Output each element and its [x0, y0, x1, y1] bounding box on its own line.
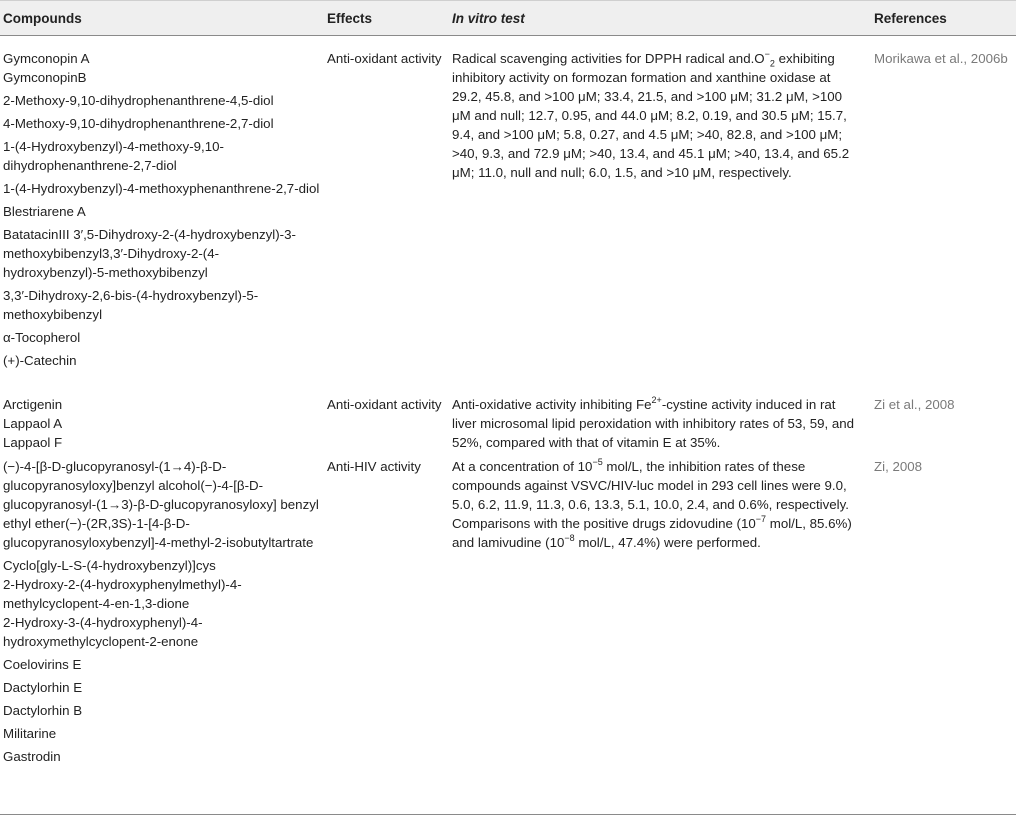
compound-name: GymconopinB — [3, 70, 87, 85]
test-text: mol/L, 47.4%) were performed. — [574, 535, 761, 550]
in-vitro-test-cell — [452, 395, 862, 452]
test-text: Radical scavenging activities for DPPH radical and.O — [452, 51, 765, 66]
test-text: mol/L, 85.6%) and lamivudine (10 — [452, 516, 852, 550]
compounds-cell — [3, 395, 321, 452]
effect-cell: Anti-oxidant activity — [327, 51, 442, 66]
table-bottom-rule — [0, 814, 1016, 815]
compound-name: Cyclo[gly-L-S-(4-hydroxybenzyl)]cys — [3, 558, 216, 573]
compound-name: 2-Hydroxy-3-(4-hydroxyphenyl)-4-hydroxymethylcyclopent-2-enone — [3, 615, 203, 649]
compound-name: Arctigenin — [3, 397, 63, 412]
compound-name: α-Tocopherol — [3, 330, 81, 345]
reference-cell: Morikawa et al., 2006b — [874, 51, 1008, 66]
compounds-cell — [3, 49, 321, 374]
test-text: Anti-oxidative activity inhibiting Fe — [452, 397, 652, 412]
superscript: 2+ — [651, 395, 662, 405]
compound-name: Militarine — [3, 726, 57, 741]
reference-cell: Zi et al., 2008 — [874, 397, 955, 412]
in-vitro-test-cell — [452, 49, 862, 182]
compound-name: Dactylorhin B — [3, 703, 83, 718]
compound-name: (−)-4-[β-D-glucopyranosyl-(1→4)-β-D-glucopyranosyloxy]benzyl alcohol(−)-4-[β-D-glucopyranosyl-(1→3)-β-D-glucopyranosyloxy] benzyl ethyl ether(−)-(2R,3S)-1-[4-β-D-glucopyranosyloxybenzyl]-4-methyl-2-isobutyltartrate — [3, 459, 319, 550]
compound-name: BatatacinIII 3′,5-Dihydroxy-2-(4-hydroxybenzyl)-3-methoxybibenzyl3,3′-Dihydroxy-2-(4-hydroxybenzyl)-5-methoxybibenzyl — [3, 227, 296, 280]
compound-name: Coelovirins E — [3, 657, 82, 672]
subscript: 2 — [769, 58, 775, 69]
header-effects: Effects — [327, 11, 373, 26]
compound-name: Gastrodin — [3, 749, 61, 764]
effect-cell: Anti-oxidant activity — [327, 397, 442, 412]
superscript: −5 — [592, 457, 603, 467]
table-header — [0, 0, 1016, 36]
effect-cell: Anti-HIV activity — [327, 459, 421, 474]
compound-name: 4-Methoxy-9,10-dihydrophenanthrene-2,7-diol — [3, 116, 274, 131]
test-text: mol/L, the inhibition rates of these compounds against VSVC/HIV-luc model in 293 cell lines were 9.0, 5.0, 6.2, 11.9, 11.3, 0.6, 13.3, 5.1, 10.0, 2.4, and 0.6%, respectively. Comparisons with the positive drugs zidovudine (10 — [452, 459, 849, 531]
superscript: −8 — [564, 533, 575, 543]
header-in-vitro-test: In vitro test — [452, 11, 525, 26]
test-text: exhibiting inhibitory activity on formozan formation and xanthine oxidase at 29.2, 45.8, and >100 μM; 33.4, 21.5, and >100 μM; 31.2 μM, >100 μM and null; 12.7, 0.95, and 44.0 μM; 8.2, 0.19, and 30.5 μM; 15.7, 9.4, and >100 μM; 5.8, 0.27, and 4.5 μM; >40, 82.8, and >100 μM; >40, 9.3, and 72.9 μM; >40, 13.4, and 45.1 μM; >40, 13.4, and 65.2 μM; 11.0, null and null; 6.0, 1.5, and >10 μM, respectively. — [452, 51, 850, 180]
test-text: At a concentration of 10 — [452, 459, 593, 474]
superscript: −7 — [755, 514, 767, 524]
compound-name: 2-Methoxy-9,10-dihydrophenanthrene-4,5-diol — [3, 93, 274, 108]
compound-name: Dactylorhin E — [3, 680, 83, 695]
test-text: -cystine activity induced in rat liver microsomal lipid peroxidation with inhibitory rates of 53, 59, and 52%, compared with that of vitamin E at 35%. — [452, 397, 855, 450]
compound-name: 1-(4-Hydroxybenzyl)-4-methoxyphenanthrene-2,7-diol — [3, 181, 320, 196]
compound-name: Lappaol A — [3, 416, 63, 431]
compound-name: 1-(4-Hydroxybenzyl)-4-methoxy-9,10-dihydrophenanthrene-2,7-diol — [3, 139, 224, 173]
compound-name: 3,3′-Dihydroxy-2,6-bis-(4-hydroxybenzyl)-5-methoxybibenzyl — [3, 288, 259, 322]
compound-name: Lappaol F — [3, 435, 63, 450]
compound-name: Gymconopin A — [3, 51, 90, 66]
compounds-cell — [3, 457, 321, 770]
compound-name: 2-Hydroxy-2-(4-hydroxyphenylmethyl)-4-methylcyclopent-4-en-1,3-dione — [3, 577, 242, 611]
superscript: − — [764, 49, 770, 59]
reference-cell: Zi, 2008 — [874, 459, 923, 474]
header-references: References — [874, 11, 947, 26]
in-vitro-test-cell — [452, 457, 862, 552]
superoxide-notation — [764, 49, 775, 69]
compound-name: (+)-Catechin — [3, 353, 77, 368]
compound-name: Blestriarene A — [3, 204, 86, 219]
header-compounds: Compounds — [3, 11, 82, 26]
